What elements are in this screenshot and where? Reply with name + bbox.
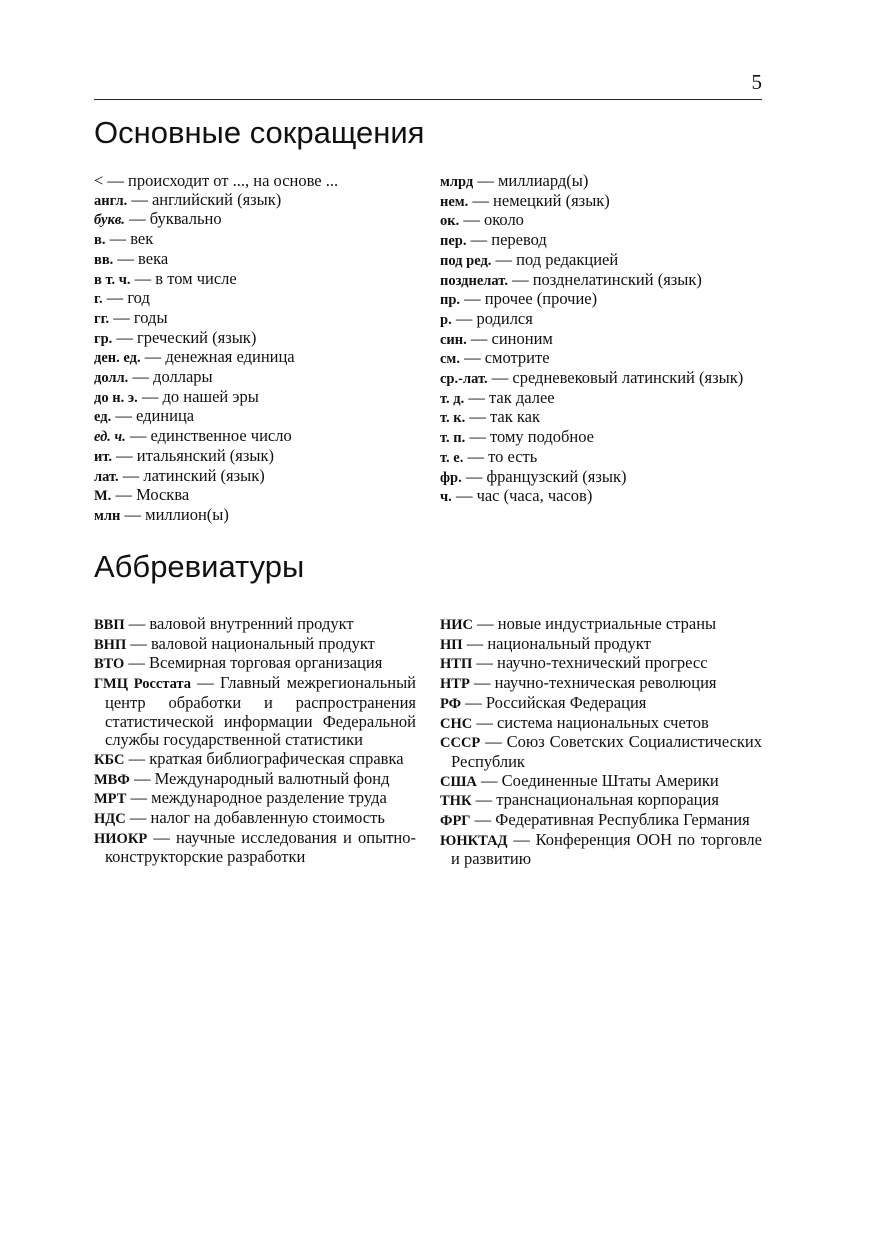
entry-term: т. п. — [440, 430, 466, 447]
entry-definition: — века — [113, 248, 169, 268]
entry — [440, 310, 762, 330]
entry — [440, 369, 762, 389]
entry — [440, 654, 762, 674]
entry-definition: — Конференция ООН по торговле и развитию — [451, 829, 762, 869]
entry — [94, 674, 416, 750]
entry-definition: — смотрите — [459, 348, 550, 368]
entry-definition: — налог на добавленную стоимость — [125, 808, 385, 828]
entry — [94, 635, 416, 655]
acronyms-column-left — [94, 615, 416, 867]
entry-definition: — денежная единица — [140, 347, 295, 367]
entry-definition: < — происходит от ..., на основе ... — [94, 171, 339, 190]
entry — [94, 447, 424, 467]
section-title-acronyms: Аббревиатуры — [94, 549, 305, 584]
entry-term: ч. — [440, 489, 452, 506]
entry — [440, 349, 762, 369]
entry — [94, 348, 424, 368]
abbreviations-column-left — [94, 172, 424, 526]
entry-term: НТР — [440, 676, 470, 693]
entry — [440, 428, 762, 448]
entry — [440, 408, 762, 428]
entry-term: США — [440, 773, 477, 790]
entry — [440, 468, 762, 488]
page-number: 5 — [751, 70, 762, 94]
entry-definition: — родился — [451, 308, 533, 328]
entry-term: см. — [440, 351, 460, 368]
entry-definition: — год — [102, 288, 150, 308]
entry-definition: — так далее — [464, 387, 555, 407]
entry-term: т. к. — [440, 410, 466, 427]
entry-term: НДС — [94, 811, 126, 828]
entry — [94, 289, 424, 309]
entry — [94, 191, 424, 211]
entry — [94, 486, 424, 506]
entry — [94, 388, 424, 408]
entry-term: СССР — [440, 735, 481, 752]
entry — [440, 231, 762, 251]
entry-term: НТП — [440, 656, 473, 673]
entry-definition: — средневековый латинский (язык) — [487, 368, 744, 388]
entry-term: долл. — [94, 370, 129, 387]
entry — [440, 811, 762, 831]
entry-term: М. — [94, 488, 112, 505]
entry-term: пр. — [440, 292, 461, 309]
entry-definition: — научно-технический прогресс — [472, 653, 708, 673]
entry-term: ок. — [440, 213, 460, 230]
entry — [440, 271, 762, 291]
entry-term: пер. — [440, 233, 467, 250]
entry — [94, 467, 424, 487]
entry-term: под ред. — [440, 252, 492, 269]
entry-definition: — до нашей эры — [137, 386, 259, 406]
entry — [94, 329, 424, 349]
entry-definition: — час (часа, часов) — [451, 486, 593, 506]
entry-definition: — краткая библиографическая справка — [124, 748, 404, 768]
entry-term: гр. — [94, 330, 113, 347]
entry — [440, 290, 762, 310]
entry — [94, 309, 424, 329]
entry — [94, 809, 416, 829]
entry — [440, 615, 762, 635]
entry — [94, 210, 424, 230]
entry — [440, 791, 762, 811]
entry-definition: — научно-техническая революция — [469, 673, 717, 693]
entry-definition: — годы — [109, 307, 168, 327]
entry-definition: — единственное число — [125, 426, 292, 446]
entry-term: ГМЦ Росстата — [94, 676, 192, 693]
entry-definition: — перевод — [466, 230, 547, 250]
entry-term: в. — [94, 232, 106, 249]
entry-term: РФ — [440, 695, 462, 712]
entry — [94, 172, 424, 191]
entry-definition: — тому подобное — [465, 427, 595, 447]
entry-term: ВНП — [94, 636, 127, 653]
entry-definition: — научные исследования и опытно-конструкторские разработки — [105, 827, 416, 867]
entry — [94, 770, 416, 790]
entry-definition: — около — [459, 210, 524, 230]
entry-definition: — немецкий (язык) — [468, 190, 610, 210]
entry-definition: — французский (язык) — [461, 466, 627, 486]
entry-term: млрд — [440, 174, 474, 190]
entry-definition: — то есть — [463, 446, 538, 466]
entry-term: ед. — [94, 409, 112, 426]
entry-definition: — национальный продукт — [462, 633, 651, 653]
entry-definition: — так как — [465, 407, 540, 427]
entry-term: фр. — [440, 469, 462, 486]
entry-term: г. — [94, 291, 103, 308]
entry-term: ВВП — [94, 617, 125, 633]
entry-term: позднелат. — [440, 272, 508, 289]
entry-definition: — единица — [111, 406, 195, 426]
entry-term: ЮНКТАД — [440, 832, 508, 849]
entry-definition: — Российская Федерация — [461, 692, 647, 712]
acronyms-column-right — [440, 615, 762, 869]
entry-definition: — английский (язык) — [127, 189, 282, 209]
entry — [94, 789, 416, 809]
entry-definition: — Главный межрегиональный центр обработки и распространения статистической информации Федеральной службы государственной статистики — [105, 673, 416, 750]
entry-definition: — греческий (язык) — [112, 327, 257, 347]
entry-definition: — международное разделение труда — [126, 788, 387, 808]
entry-term: нем. — [440, 193, 469, 210]
entry — [94, 750, 416, 770]
entry-definition: — латинский (язык) — [118, 465, 265, 485]
entry-term: НП — [440, 636, 463, 653]
entry-term: МРТ — [94, 791, 127, 808]
entry-term: ТНК — [440, 793, 472, 810]
entry-definition: — валовой национальный продукт — [126, 633, 375, 653]
entry-term: МВФ — [94, 771, 130, 788]
entry — [94, 427, 424, 447]
entry — [440, 330, 762, 350]
entry-term: ед. ч. — [94, 429, 126, 446]
entry-definition: — в том числе — [130, 268, 237, 288]
entry-definition: — транснациональная корпорация — [471, 790, 719, 810]
entry-definition: — позднелатинский (язык) — [507, 269, 702, 289]
entry-definition: — век — [105, 229, 154, 249]
section-title-abbreviations: Основные сокращения — [94, 115, 425, 150]
entry — [94, 270, 424, 290]
entry-term: т. д. — [440, 390, 465, 407]
entry-definition: — Федеративная Республика Германия — [470, 810, 750, 830]
entry-term: син. — [440, 331, 467, 348]
entry-definition: — доллары — [128, 367, 213, 387]
entry-definition: — Союз Советских Социалистических Республик — [451, 732, 762, 771]
entry — [440, 831, 762, 869]
entry-definition: — система национальных счетов — [472, 712, 709, 732]
entry-definition: — синоним — [466, 328, 553, 348]
entry-term: т. е. — [440, 449, 464, 466]
entry — [440, 251, 762, 271]
entry-definition: — буквально — [124, 209, 222, 229]
entry-definition: — под редакцией — [491, 249, 619, 269]
entry-term: ср.-лат. — [440, 371, 488, 388]
entry-definition: — миллиард(ы) — [473, 171, 589, 190]
entry-term: гг. — [94, 310, 110, 327]
entry — [440, 389, 762, 409]
entry-definition: — Соединенные Штаты Америки — [476, 770, 719, 790]
entry — [94, 654, 416, 674]
entry-term: в т. ч. — [94, 271, 131, 288]
entry — [440, 635, 762, 655]
entry — [440, 172, 762, 192]
entry — [440, 674, 762, 694]
entry-term: букв. — [94, 212, 125, 229]
entry-definition: — Всемирная торговая организация — [124, 653, 383, 673]
entry-term: лат. — [94, 468, 119, 485]
header-rule — [94, 99, 762, 100]
entry-term: вв. — [94, 251, 114, 268]
entry-definition: — миллион(ы) — [120, 504, 229, 524]
entry — [440, 192, 762, 212]
entry-term: до н. э. — [94, 389, 138, 406]
entry-definition: — Международный валютный фонд — [129, 768, 390, 788]
entry-term: СНС — [440, 715, 473, 732]
entry — [94, 250, 424, 270]
entry — [94, 829, 416, 867]
entry-definition: — валовой внутренний продукт — [124, 614, 354, 633]
entry-term: ВТО — [94, 656, 125, 673]
entry-term: р. — [440, 311, 452, 328]
entry-term: ит. — [94, 448, 113, 465]
entry-term: млн — [94, 507, 121, 524]
entry-term: КБС — [94, 751, 125, 768]
entry — [94, 506, 424, 526]
entry — [440, 714, 762, 734]
entry — [94, 407, 424, 427]
entry — [440, 448, 762, 468]
entry-definition: — прочее (прочие) — [460, 289, 598, 309]
entry — [440, 694, 762, 714]
entry-definition: — Москва — [111, 485, 190, 505]
entry — [440, 487, 762, 507]
entry-definition: — итальянский (язык) — [112, 445, 274, 465]
entry-term: англ. — [94, 192, 128, 209]
entry — [94, 615, 416, 635]
entry-term: ден. ед. — [94, 350, 141, 367]
entry — [94, 368, 424, 388]
entry — [440, 733, 762, 771]
entry-definition: — новые индустриальные страны — [473, 614, 717, 633]
entry-term: НИС — [440, 617, 474, 633]
entry — [440, 772, 762, 792]
entry-term: ФРГ — [440, 813, 471, 830]
entry — [94, 230, 424, 250]
entry — [440, 211, 762, 231]
abbreviations-column-right — [440, 172, 762, 507]
entry-term: НИОКР — [94, 830, 148, 847]
